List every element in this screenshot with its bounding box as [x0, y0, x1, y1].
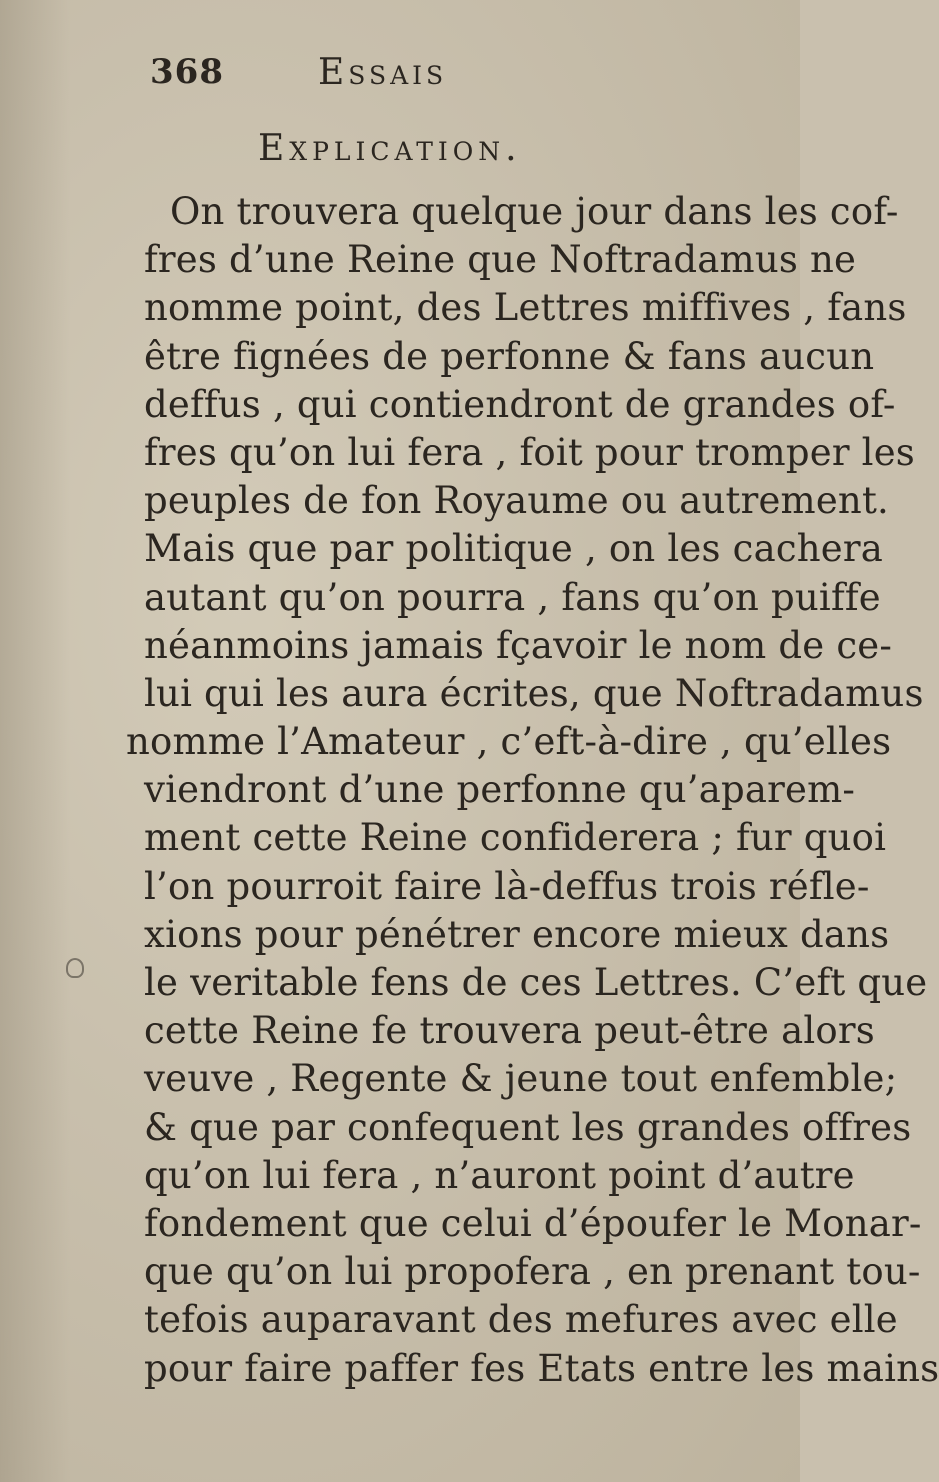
text-line: l’on pourroit faire là-deffus trois réfle- — [144, 864, 870, 908]
text-line: qu’on lui fera , n’auront point d’autre — [144, 1153, 855, 1197]
page-number: 368 — [150, 52, 224, 92]
text-line: fres d’une Reine que Noftradamus ne — [144, 238, 857, 282]
text-line: que qu’on lui propofera , en prenant tou- — [144, 1250, 921, 1294]
text-line: & que par confequent les grandes offres — [144, 1105, 912, 1149]
running-head — [150, 52, 570, 102]
margin-stain-mark — [66, 958, 84, 978]
running-title: Essais — [318, 52, 448, 93]
text-line: cette Reine fe trouvera peut-être alors — [144, 1009, 875, 1053]
text-line: On trouvera quelque jour dans les cof- — [170, 190, 899, 233]
text-line: tefois auparavant des mefures avec elle — [144, 1298, 898, 1342]
text-line: fres qu’on lui fera , foit pour tromper les — [144, 430, 915, 474]
text-line: autant qu’on pourra , fans qu’on puiffe — [144, 575, 881, 619]
section-title: Explication. — [258, 128, 522, 169]
text-line: peuples de fon Royaume ou autrement. — [144, 479, 889, 523]
text-line: néanmoins jamais fçavoir le nom de ce- — [144, 623, 893, 667]
text-line: fondement que celui d’époufer le Monar- — [144, 1201, 922, 1245]
text-line: Mais que par politique , on les cachera — [144, 527, 884, 571]
text-line: être fignées de perfonne & fans aucun — [144, 334, 875, 378]
text-line: nomme l’Amateur , c’eft-à-dire , qu’elles — [126, 720, 892, 764]
text-line: xions pour pénétrer encore mieux dans — [144, 912, 890, 956]
body-text — [126, 188, 939, 1393]
text-line: le veritable fens de ces Lettres. C’eft que — [144, 961, 928, 1004]
text-line: viendront d’une perfonne qu’aparem- — [144, 768, 856, 812]
text-line: ment cette Reine confiderera ; fur quoi — [144, 816, 887, 860]
text-line: deffus , qui contiendront de grandes of- — [144, 382, 896, 426]
text-line: lui qui les aura écrites, que Noftradamus — [144, 671, 924, 715]
text-line: pour faire paffer fes Etats entre les mains — [144, 1346, 939, 1390]
text-line: veuve , Regente & jeune tout enfemble; — [144, 1057, 898, 1101]
text-line: nomme point, des Lettres miffives , fans — [144, 286, 907, 330]
